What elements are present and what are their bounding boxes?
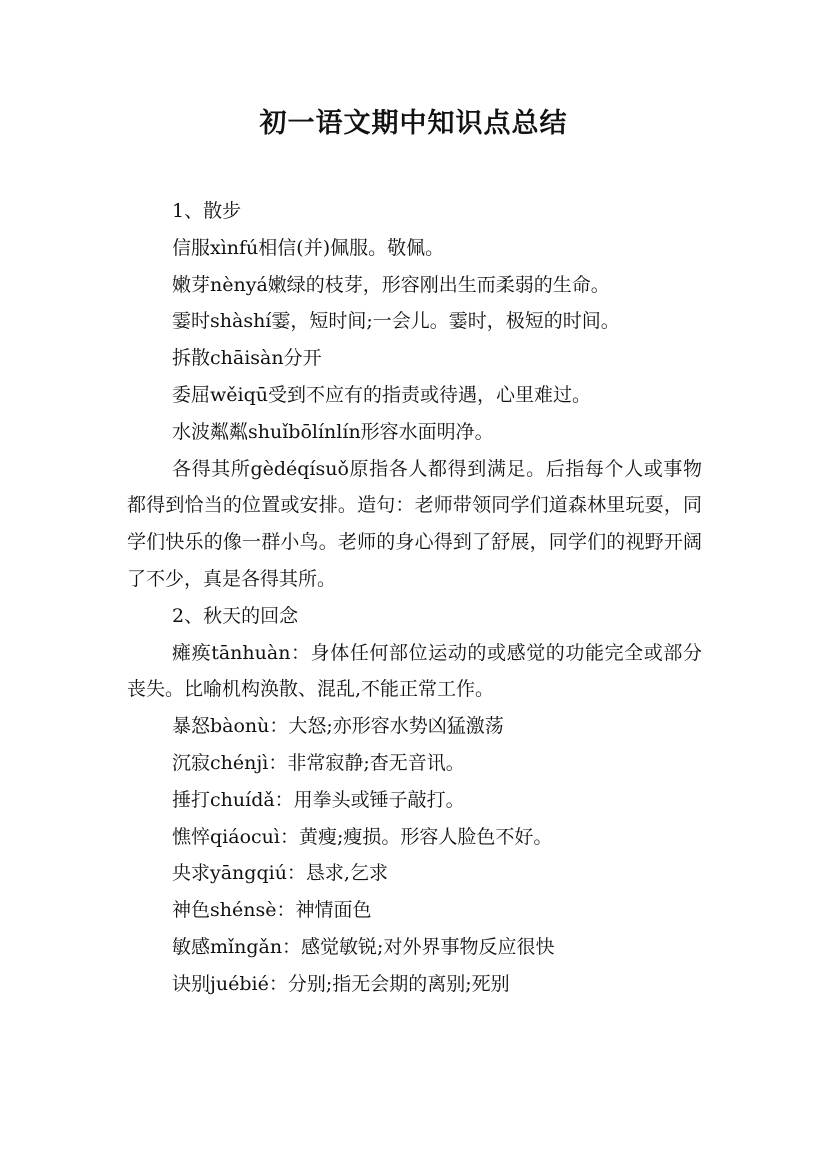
vocab-entry: 嫩芽nènyá嫩绿的枝芽，形容刚出生而柔弱的生命。 bbox=[172, 273, 610, 296]
vocab-entry: 水波粼粼shuǐbōlínlín形容水面明净。 bbox=[172, 420, 494, 443]
vocab-entry: 各得其所gèdéqísuǒ原指各人都得到满足。后指每个人或事物都得到恰当的位置或安排。造句：老师带领同学们道森林里玩耍，同学们快乐的像一群小鸟。老师的身心得到了舒展，同学们的视野开阔了不少，真是各得其所。 bbox=[127, 457, 702, 590]
section-heading-sanbu: 1、散步 bbox=[172, 200, 242, 222]
vocab-entry: 捶打chuídǎ：用拳头或锤子敲打。 bbox=[172, 788, 465, 811]
section-heading-qiutian: 2、秋天的回念 bbox=[172, 604, 299, 627]
vocab-entry: 委屈wěiqū受到不应有的指责或待遇，心里难过。 bbox=[172, 383, 591, 406]
vocab-entry: 诀别juébié：分别;指无会期的离别;死别 bbox=[172, 972, 510, 995]
document-body bbox=[127, 193, 727, 1003]
vocab-entry: 暴怒bàonù：大怒;亦形容水势凶猛激荡 bbox=[172, 715, 504, 738]
vocab-entry: 敏感mǐngǎn：感觉敏锐;对外界事物反应很快 bbox=[172, 935, 555, 958]
vocab-entry: 瘫痪tānhuàn：身体任何部位运动的或感觉的功能完全或部分丧失。比喻机构涣散、混乱,不能正常工作。 bbox=[127, 641, 702, 701]
vocab-entry: 信服xìnfú相信(并)佩服。敬佩。 bbox=[172, 236, 445, 259]
vocab-entry: 拆散chāisàn分开 bbox=[172, 347, 322, 370]
document-title: 初一语文期中知识点总结 bbox=[259, 108, 568, 139]
vocab-entry: 憔悴qiáocuì：黄瘦;瘦损。形容人脸色不好。 bbox=[172, 825, 553, 848]
vocab-entry: 央求yāngqiú：恳求,乞求 bbox=[172, 862, 388, 885]
vocab-entry: 神色shénsè：神情面色 bbox=[172, 899, 372, 922]
vocab-entry: 沉寂chénjì：非常寂静;杳无音讯。 bbox=[172, 751, 465, 774]
vocab-entry: 霎时shàshí霎，短时间;一会儿。霎时，极短的时间。 bbox=[172, 310, 620, 333]
